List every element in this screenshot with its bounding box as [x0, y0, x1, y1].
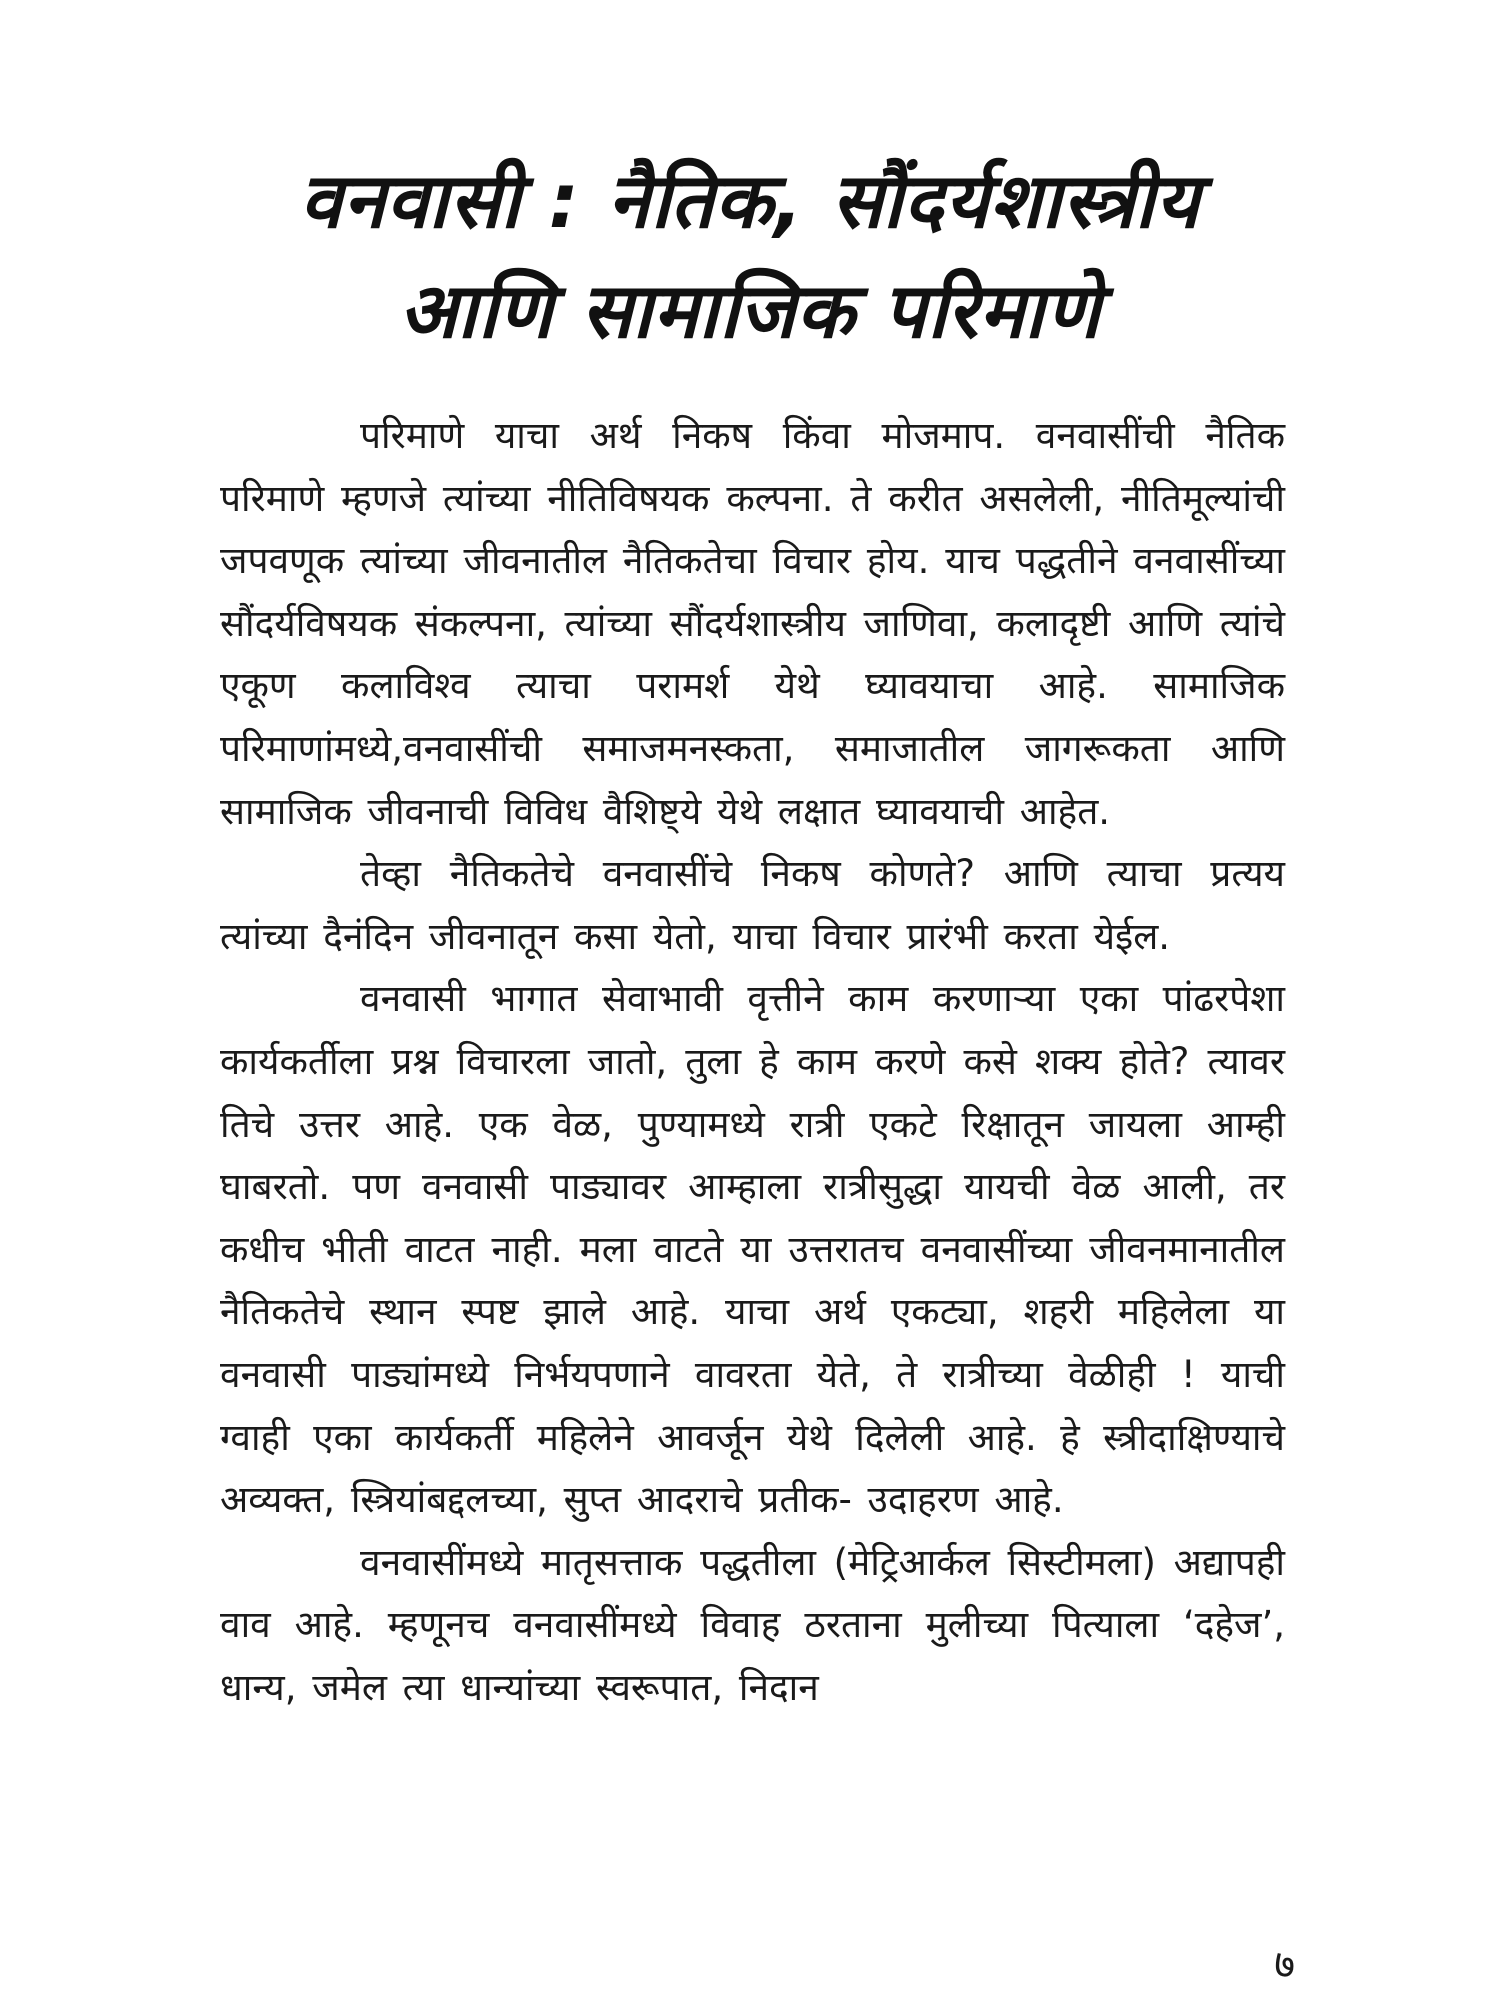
paragraph-2: तेव्हा नैतिकतेचे वनवासींचे निकष कोणते? आणि त्याचा प्रत्यय त्यांच्या दैनंदिन जीवनातून कसा येतो, याचा विचार प्रारंभी करता येईल. [220, 852, 1285, 958]
paragraph-4: वनवासींमध्ये मातृसत्ताक पद्धतीला (मेट्रिआर्कल सिस्टीमला) अद्यापही वाव आहे. म्हणूनच वनवासींमध्ये विवाह ठरताना मुलीच्या पित्याला ‘दहेज’, धान्य, जमेल त्या धान्यांच्या स्वरूपात, निदान [220, 1540, 1285, 1709]
chapter-title-line-1: वनवासी : नैतिक, सौंदर्यशास्त्रीय [299, 155, 1201, 245]
page-number: ७ [1274, 1942, 1295, 1988]
paragraph-1: परिमाणे याचा अर्थ निकष किंवा मोजमाप. वनवासींची नैतिक परिमाणे म्हणजे त्यांच्या नीतिविषयक कल्पना. ते करीत असलेली, नीतिमूल्यांची जपवणूक त्यांच्या जीवनातील नैतिकतेचा विचार होय. याच पद्धतीने वनवासींच्या सौंदर्यविषयक संकल्पना, त्यांच्या सौंदर्यशास्त्रीय जाणिवा, कलादृष्टी आणि त्यांचे एकूण कलाविश्व त्याचा परामर्श येथे घ्यावयाचा आहे. सामाजिक परिमाणांमध्ये,वनवासींची समाजमनस्कता, समाजातील जागरूकता आणि सामाजिक जीवनाची विविध वैशिष्ट्ये येथे लक्षात घ्यावयाची आहेत. [220, 414, 1285, 833]
chapter-title-line-2: आणि सामाजिक परिमाणे [399, 265, 1101, 355]
paragraph-3: वनवासी भागात सेवाभावी वृत्तीने काम करणाऱ्या एका पांढरपेशा कार्यकर्तीला प्रश्न विचारला जातो, तुला हे काम करणे कसे शक्य होते? त्यावर तिचे उत्तर आहे. एक वेळ, पुण्यामध्ये रात्री एकटे रिक्षातून जायला आम्ही घाबरतो. पण वनवासी पाड्यावर आम्हाला रात्रीसुद्धा यायची वेळ आली, तर कधीच भीती वाटत नाही. मला वाटते या उत्तरातच वनवासींच्या जीवनमानातील नैतिकतेचे स्थान स्पष्ट झाले आहे. याचा अर्थ एकट्या, शहरी महिलेला या वनवासी पाड्यांमध्ये निर्भयपणाने वावरता येते, ते रात्रीच्या वेळीही ! याची ग्वाही एका कार्यकर्ती महिलेने आवर्जून येथे दिलेली आहे. हे स्त्रीदाक्षिण्याचे अव्यक्त, स्त्रियांबद्दलच्या, सुप्त आदराचे प्रतीक- उदाहरण आहे. [220, 977, 1285, 1522]
chapter-title [150, 146, 1350, 366]
body-text [220, 405, 1285, 1719]
